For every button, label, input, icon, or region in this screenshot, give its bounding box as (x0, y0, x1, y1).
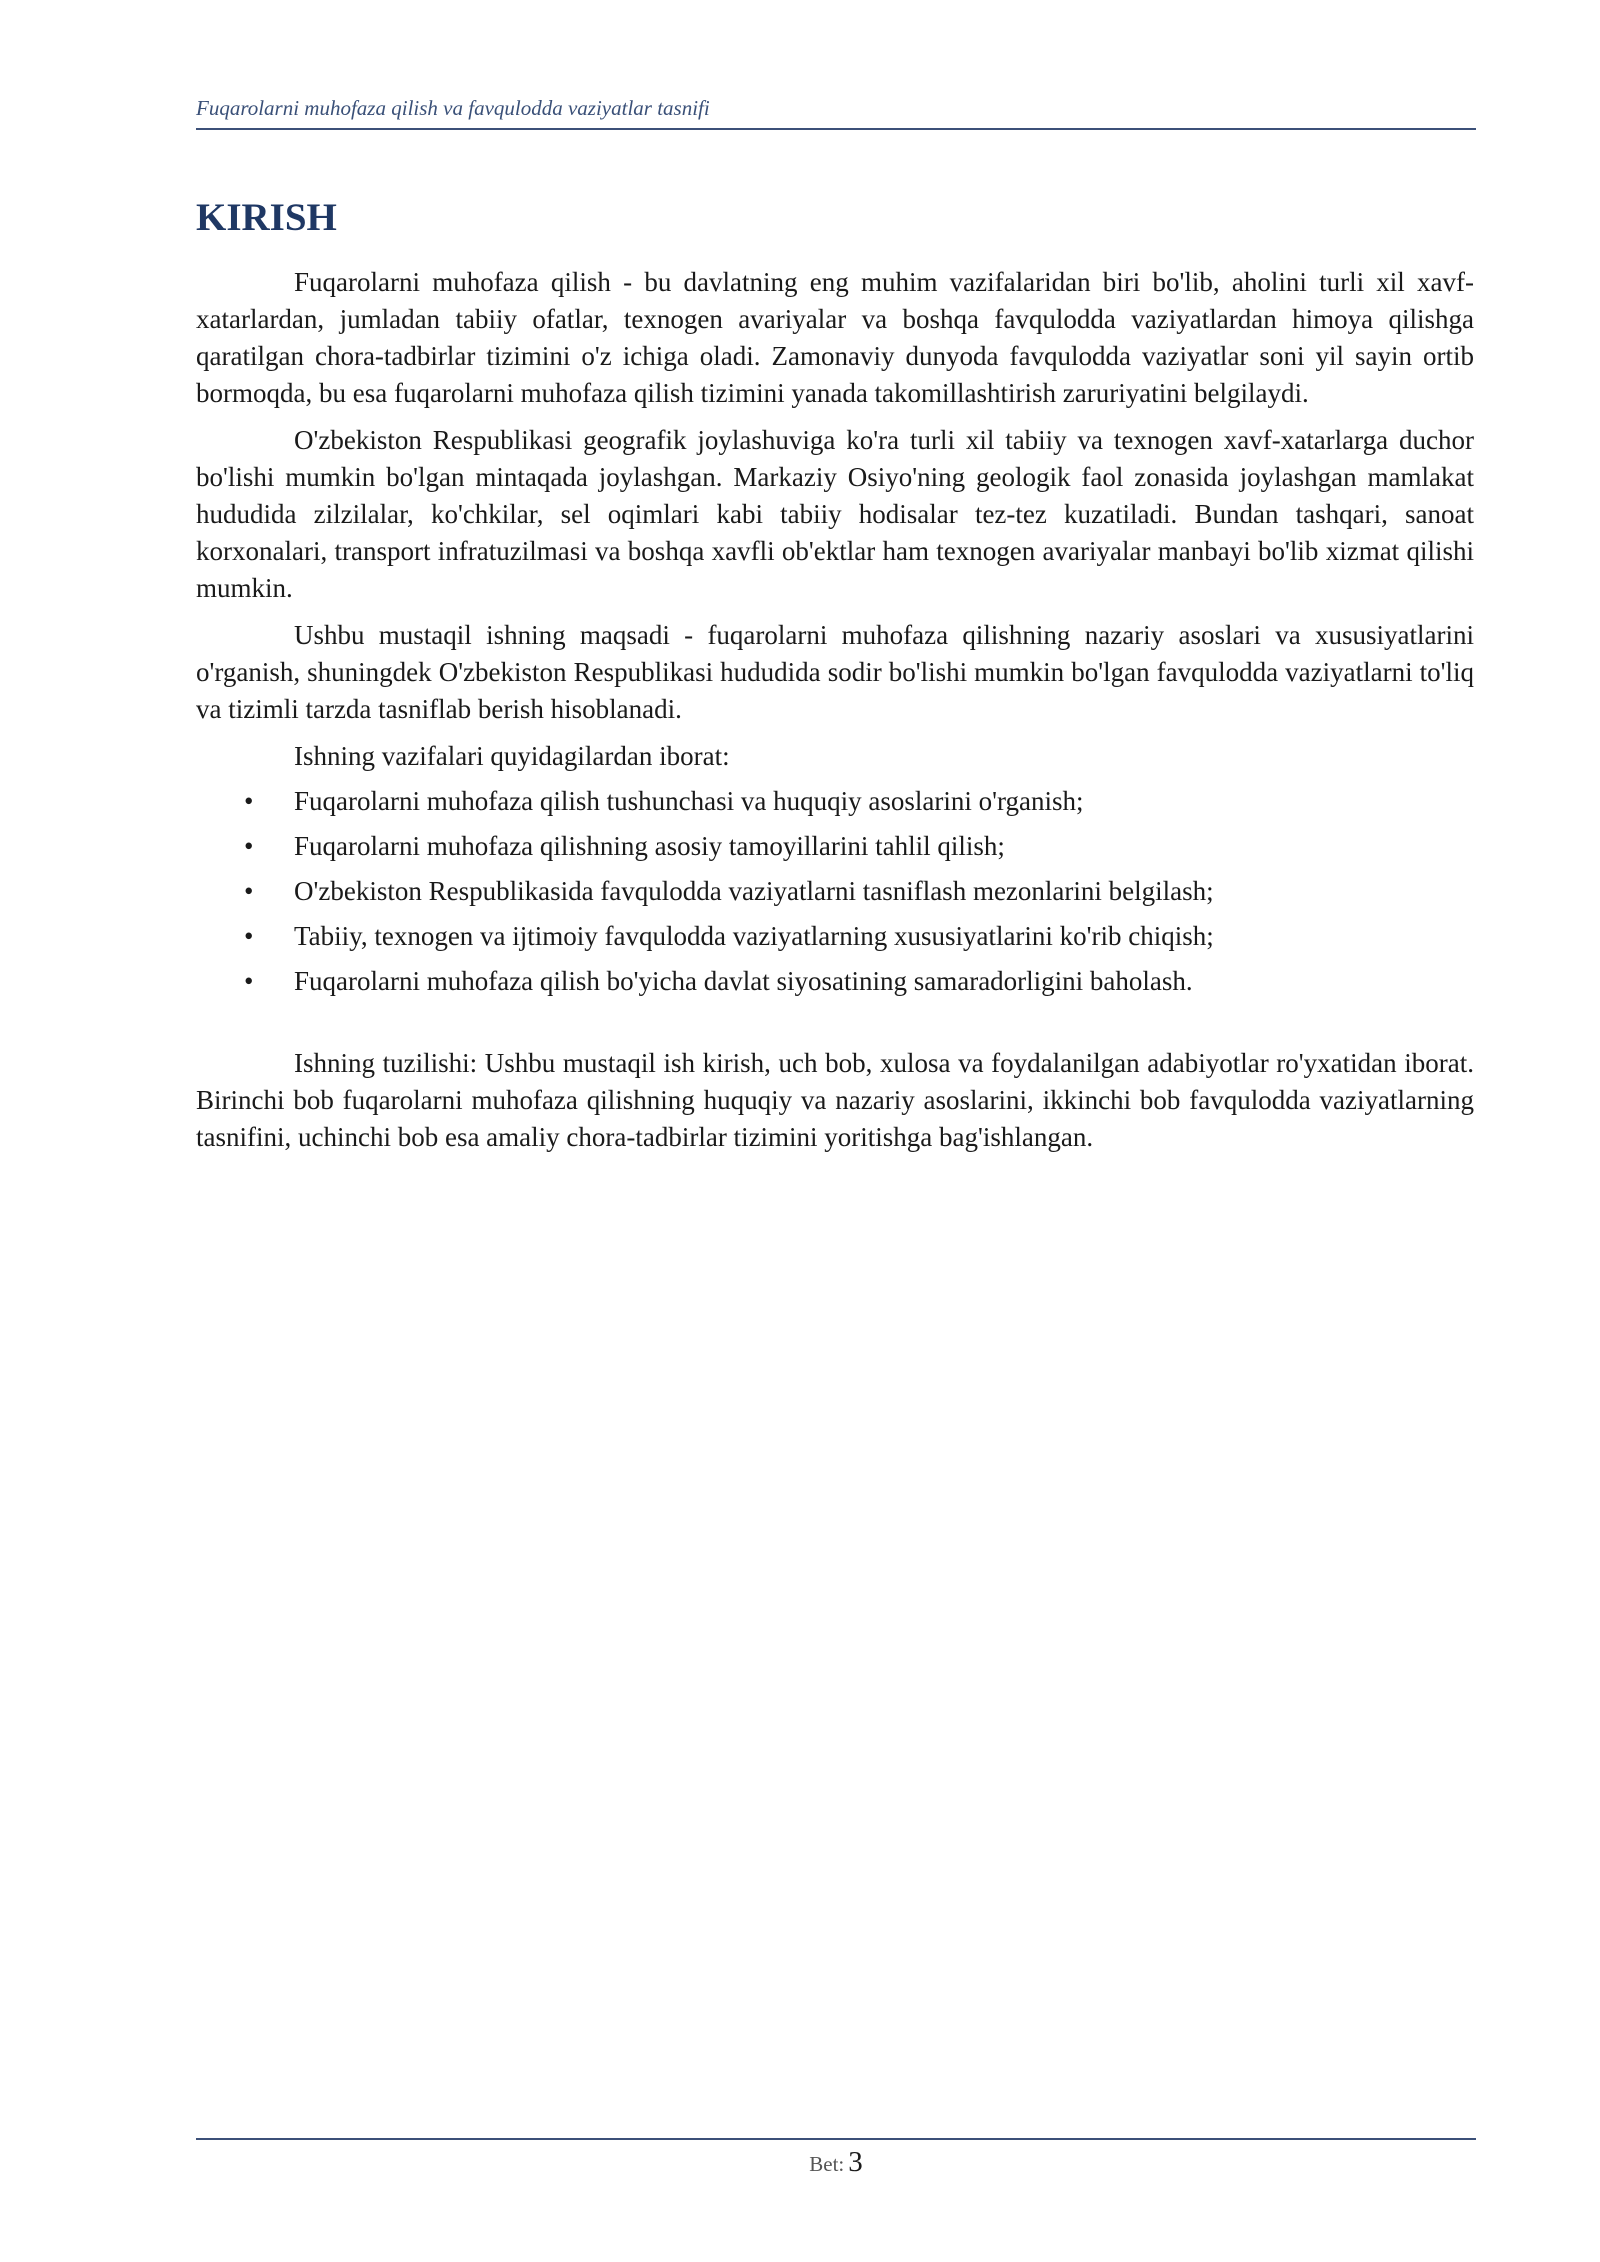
running-header (196, 96, 1476, 130)
running-header-title: Fuqarolarni muhofaza qilish va favqulodda vaziyatlar tasnifi (196, 96, 710, 120)
page-label: Bet: (809, 2152, 845, 2176)
bullet-icon: • (244, 876, 254, 906)
list-item-text: Fuqarolarni muhofaza qilishning asosiy tamoyillarini tahlil qilish; (294, 831, 1005, 861)
list-item (196, 828, 1474, 865)
bullet-icon: • (244, 786, 254, 816)
tasks-intro: Ishning vazifalari quyidagilardan iborat: (294, 741, 730, 771)
footer-divider (196, 2138, 1476, 2140)
tasks-list (196, 783, 1474, 1000)
list-item (196, 963, 1474, 1000)
intro-paragraph-1: Fuqarolarni muhofaza qilish - bu davlatning eng muhim vazifalaridan biri bo'lib, aholini turli xil xavf-xatarlardan, jumladan tabiiy ofatlar, texnogen avariyalar va boshqa favqulodda vaziyatlardan himoya qilishga qaratilgan chora-tadbirlar tizimini o'z ichiga oladi. Zamonaviy dunyoda favqulodda vaziyatlar soni yil sayin ortib bormoqda, bu esa fuqarolarni muhofaza qilish tizimini yanada takomillashtirish zaruriyatini belgilaydi. (196, 267, 1474, 408)
list-item-text: Fuqarolarni muhofaza qilish bo'yicha davlat siyosatining samaradorligini baholash. (294, 966, 1193, 996)
intro-paragraph-2: O'zbekiston Respublikasi geografik joylashuviga ko'ra turli xil tabiiy va texnogen xavf-xatarlarga duchor bo'lishi mumkin bo'lgan mintaqada joylashgan. Markaziy Osiyo'ning geologik faol zonasida joylashgan mamlakat hududida zilzilalar, ko'chkilar, sel oqimlari kabi tabiiy hodisalar tez-tez kuzatiladi. Bundan tashqari, sanoat korxonalari, transport infratuzilmasi va boshqa xavfli ob'ektlar ham texnogen avariyalar manbayi bo'lib xizmat qilishi mumkin. (196, 425, 1474, 603)
structure-paragraph: Ishning tuzilishi: Ushbu mustaqil ish kirish, uch bob, xulosa va foydalanilgan adabiyotlar ro'yxatidan iborat. Birinchi bob fuqarolarni muhofaza qilishning huquqiy va nazariy asoslarini, ikkinchi bob favqulodda vaziyatlarning tasnifini, uchinchi bob esa amaliy chora-tadbirlar tizimini yoritishga bag'ishlangan. (196, 1048, 1474, 1152)
list-item-text: Fuqarolarni muhofaza qilish tushunchasi va huquqiy asoslarini o'rganish; (294, 786, 1084, 816)
list-item-text: Tabiiy, texnogen va ijtimoiy favqulodda vaziyatlarning xususiyatlarini ko'rib chiqish; (294, 921, 1214, 951)
bullet-icon: • (244, 921, 254, 951)
list-item (196, 918, 1474, 955)
intro-paragraph-3: Ushbu mustaqil ishning maqsadi - fuqarolarni muhofaza qilishning nazariy asoslari va xususiyatlarini o'rganish, shuningdek O'zbekiston Respublikasi hududida sodir bo'lishi mumkin bo'lgan favqulodda vaziyatlarni to'liq va tizimli tarzda tasniflab berish hisoblanadi. (196, 620, 1474, 724)
list-item (196, 783, 1474, 820)
list-item-text: O'zbekiston Respublikasida favqulodda vaziyatlarni tasniflash mezonlarini belgilash; (294, 876, 1214, 906)
bullet-icon: • (244, 966, 254, 996)
page-number: 3 (848, 2146, 863, 2178)
section-title: KIRISH (196, 196, 337, 239)
list-item (196, 873, 1474, 910)
bullet-icon: • (244, 831, 254, 861)
page-footer (196, 2146, 1476, 2179)
page-content (196, 192, 1474, 1166)
